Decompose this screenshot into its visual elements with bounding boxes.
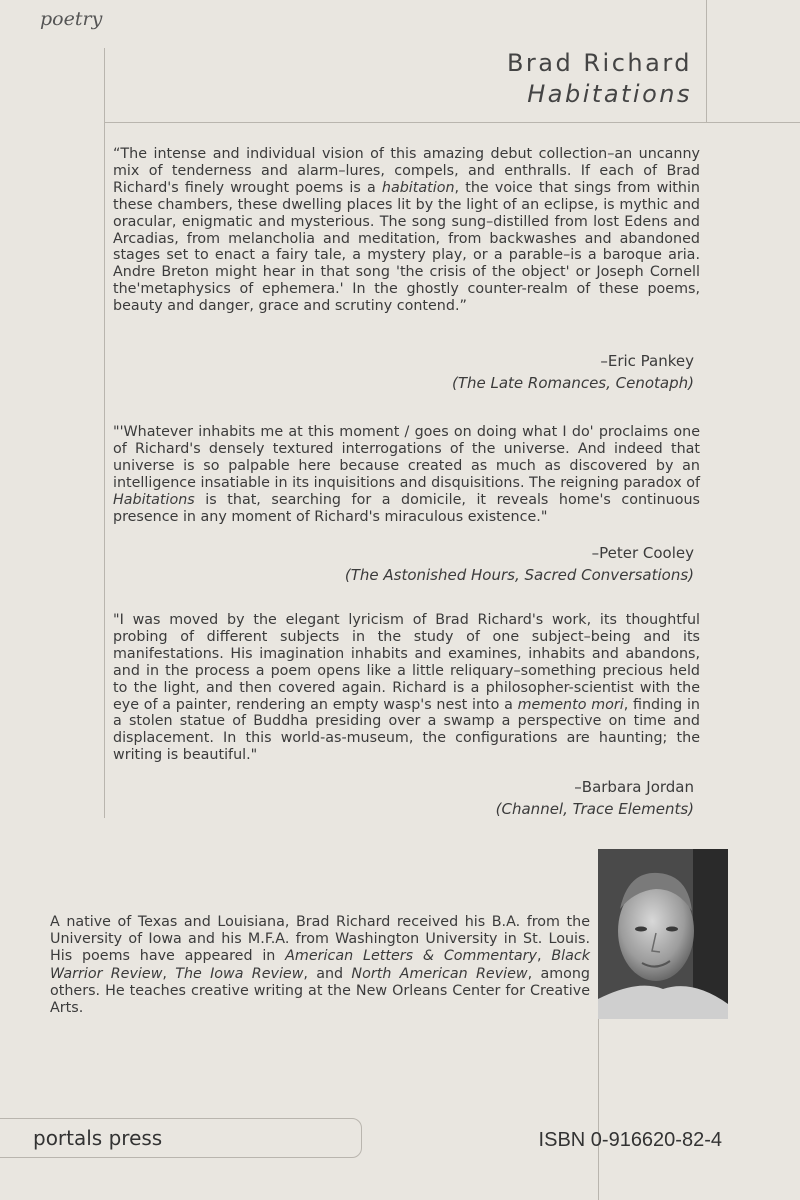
divider-header bbox=[104, 122, 800, 123]
blurb-author: –Barbara Jordan bbox=[574, 778, 694, 796]
author-bio: A native of Texas and Louisiana, Brad Richard received his B.A. from the University of Iowa and his M.F.A. from Washington University in St. Louis. His poems have appeared in American Letters & Commentary, Black Warrior Review, The Iowa Review, and North American Review, among others. He teaches creative writing at the New Orleans Center for Creative Arts. bbox=[50, 914, 591, 1017]
blurb-author-works: (Channel, Trace Elements) bbox=[495, 800, 694, 818]
blurb-quote: "'Whatever inhabits me at this moment / goes on doing what I do' proclaims one of Richard's densely textured interrogations of the universe. And indeed that universe is so palpable here because created as much as discovered by an intelligence insatiable in its inquisitions and disquisitions. The reigning paradox of Habitations is that, searching for a domicile, it reveals home's continuous presence in any moment of Richard's miraculous existence." bbox=[113, 424, 700, 525]
blurb-attribution bbox=[345, 542, 694, 586]
divider-bottom bbox=[598, 1019, 599, 1200]
blurb-author: –Eric Pankey bbox=[600, 352, 694, 370]
blurb-author: –Peter Cooley bbox=[591, 544, 694, 562]
blurb-attribution bbox=[496, 776, 694, 820]
author-portrait-icon bbox=[598, 849, 728, 1019]
isbn-number: ISBN 0-916620-82-4 bbox=[538, 1129, 722, 1151]
blurb-author-works: (The Late Romances, Cenotaph) bbox=[451, 374, 694, 392]
book-title: Habitations bbox=[527, 80, 692, 108]
divider-top-left bbox=[104, 48, 105, 818]
genre-label: poetry bbox=[40, 8, 103, 30]
author-name: Brad Richard bbox=[506, 49, 692, 77]
blurb-quote: "I was moved by the elegant lyricism of Brad Richard's work, its thoughtful probing of different subjects in the study of one subject–being and its manifestations. His imagination inhabits and examines, inhabits and abandons, and in the process a poem opens like a little reliquary–something precious held to the light, and then covered again. Richard is a philosopher-scientist with the eye of a painter, rendering an empty wasp's nest into a memento mori, finding in a stolen statue of Buddha presiding over a swamp a perspective on time and displacement. In this world-as-museum, the configurations are haunting; the writing is beautiful." bbox=[113, 612, 700, 764]
blurb-attribution bbox=[452, 350, 694, 394]
author-photo bbox=[598, 849, 728, 1019]
blurb-quote: “The intense and individual vision of this amazing debut collection–an uncanny mix of tenderness and alarm–lures, compels, and enthralls. If each of Brad Richard's finely wrought poems is a habitation, the voice that sings from within these chambers, these dwelling places lit by the light of an eclipse, is mythic and oracular, enigmatic and mysterious. The song sung–distilled from lost Edens and Arcadias, from melancholia and meditation, from backwashes and abandoned stages set to enact a fairy tale, a mystery play, or a parable–is a baroque aria. Andre Breton might hear in that song 'the crisis of the object' or Joseph Cornell the'metaphysics of ephemera.' In the ghostly counter-realm of these poems, beauty and danger, grace and scrutiny contend.” bbox=[113, 146, 700, 315]
cover-heading bbox=[507, 48, 692, 110]
divider-top-right bbox=[706, 0, 707, 122]
publisher-name: portals press bbox=[0, 1118, 362, 1158]
blurb-author-works: (The Astonished Hours, Sacred Conversations) bbox=[344, 566, 694, 584]
